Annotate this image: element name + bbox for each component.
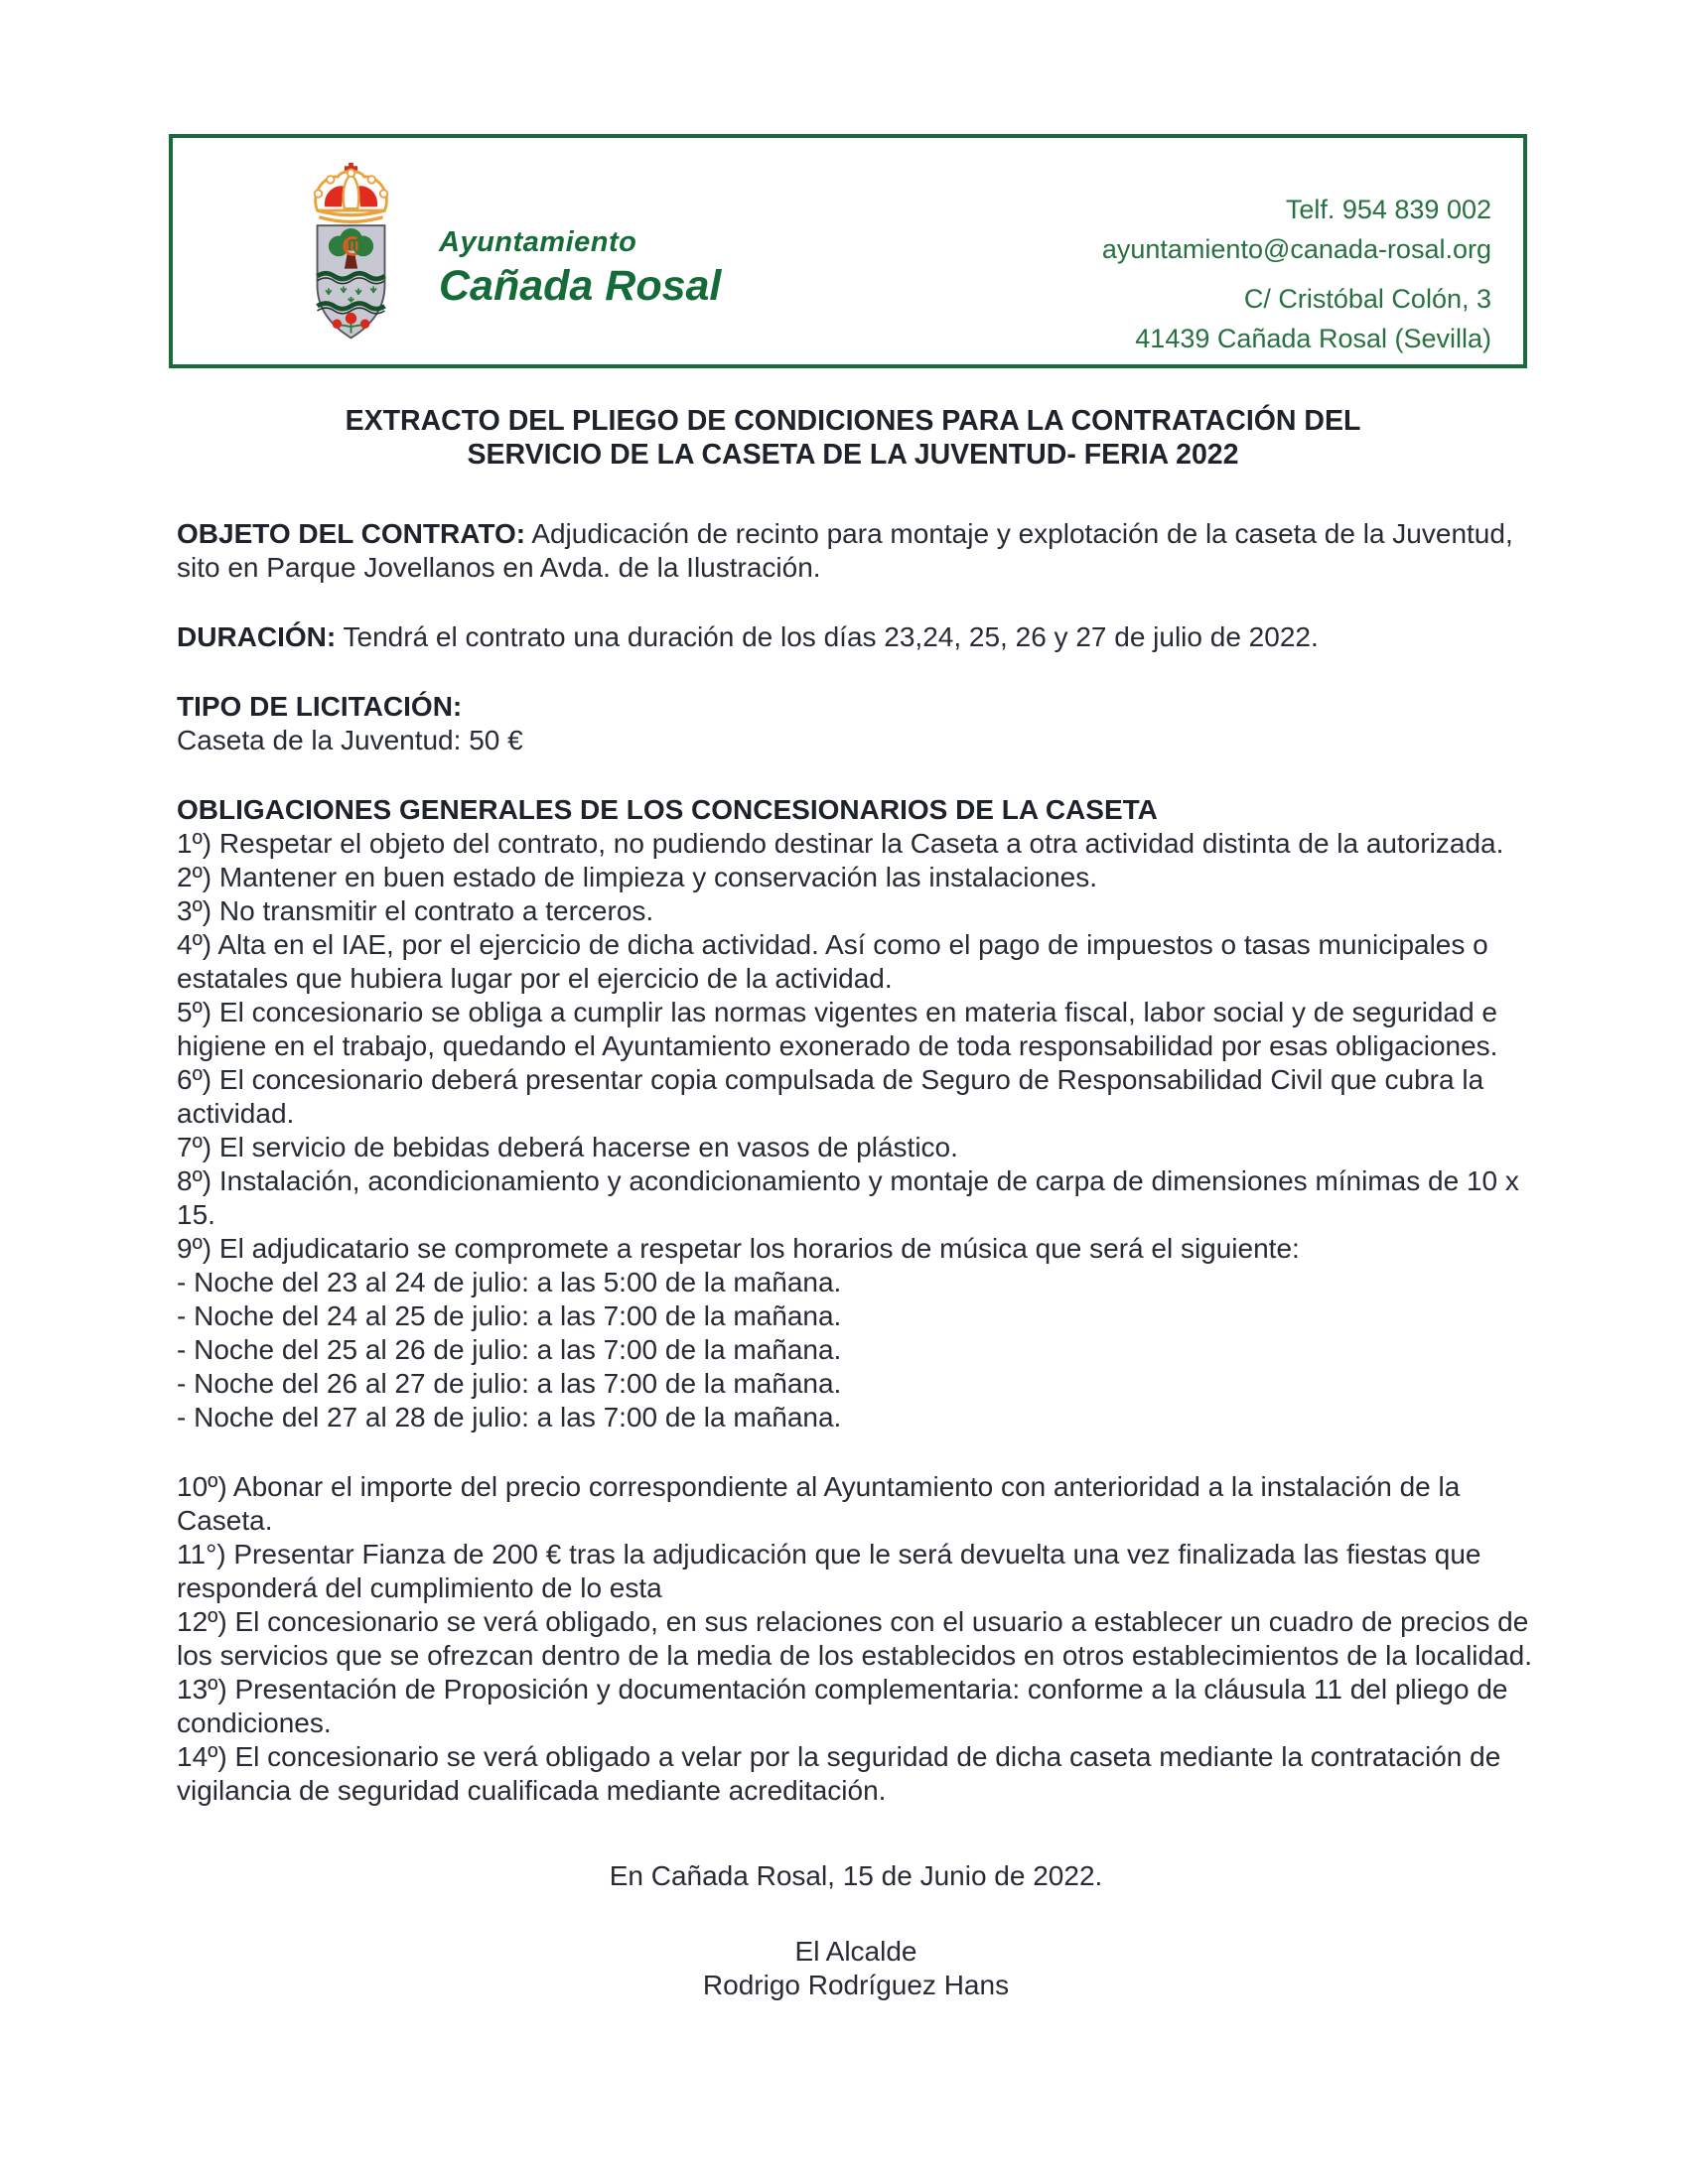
signature-role: El Alcalde (794, 1936, 917, 1967)
horario-3: - Noche del 25 al 26 de julio: a las 7:00 de la mañana. (177, 1334, 842, 1365)
obligacion-4: 4º) Alta en el IAE, por el ejercicio de dicha actividad. Así como el pago de impuestos o tasas municipales o estatales que hubiera lugar por el ejercicio de la actividad. (177, 929, 1488, 994)
obligacion-6: 6º) El concesionario deberá presentar copia compulsada de Seguro de Responsabilidad Civil que cubra la actividad. (177, 1064, 1484, 1129)
signature-name: Rodrigo Rodríguez Hans (702, 1970, 1010, 2000)
header-address-city: 41439 Cañada Rosal (Sevilla) (1135, 324, 1491, 353)
duracion-paragraph: DURACIÓN: Tendrá el contrato una duración de los días 23,24, 25, 26 y 27 de julio de 2022. (177, 621, 1319, 652)
document-title-line1: EXTRACTO DEL PLIEGO DE CONDICIONES PARA LA CONTRATACIÓN DEL (345, 405, 1361, 437)
org-name: Cañada Rosal (439, 262, 722, 310)
horario-2: - Noche del 24 al 25 de julio: a las 7:00 de la mañana. (177, 1300, 842, 1331)
objeto-paragraph: OBJETO DEL CONTRATO: Adjudicación de recinto para montaje y explotación de la caseta de la Juventud, sito en Parque Jovellanos en Avda. de la Ilustración. (177, 518, 1513, 583)
obligacion-14: 14º) El concesionario se verá obligado a velar por la seguridad de dicha caseta mediante la contratación de vigilancia de seguridad cualificada mediante acreditación. (177, 1741, 1501, 1806)
obligacion-9: 9º) El adjudicatario se compromete a respetar los horarios de música que será el siguiente: (177, 1233, 1300, 1264)
obligaciones-heading-label: OBLIGACIONES GENERALES DE LOS CONCESIONARIOS DE LA CASETA (177, 794, 1158, 825)
letterhead (169, 134, 1527, 368)
coat-of-arms-logo (294, 162, 408, 344)
horario-4: - Noche del 26 al 27 de julio: a las 7:00 de la mañana. (177, 1368, 842, 1399)
duracion-paragraph-label: DURACIÓN: (177, 621, 337, 652)
header-email: ayuntamiento@canada-rosal.org (1101, 234, 1491, 264)
coat-of-arms-icon (294, 162, 408, 344)
obligacion-1: 1º) Respetar el objeto del contrato, no pudiendo destinar la Caseta a otra actividad distinta de la autorizada. (177, 828, 1504, 859)
organization-name-block (439, 223, 721, 311)
header-phone: Telf. 954 839 002 (1285, 195, 1491, 224)
document-title (177, 404, 1529, 472)
obligacion-12: 12º) El concesionario se verá obligado, en sus relaciones con el usuario a establecer un cuadro de precios de los servicios que se ofrezcan dentro de la media de los establecidos en otros establecimientos de la localidad. (177, 1606, 1532, 1671)
contact-spacer (1102, 269, 1491, 279)
horario-1: - Noche del 23 al 24 de julio: a las 5:00 de la mañana. (177, 1267, 842, 1297)
obligaciones-heading (177, 793, 1535, 827)
obligacion-5: 5º) El concesionario se obliga a cumplir las normas vigentes en materia fiscal, labor social y de seguridad e higiene en el trabajo, quedando el Ayuntamiento exonerado de toda responsabilidad por esas obligaciones. (177, 997, 1498, 1061)
obligacion-8: 8º) Instalación, acondicionamiento y acondicionamiento y montaje de carpa de dimensiones mínimas de 10 x 15. (177, 1165, 1519, 1230)
header-address-street: C/ Cristóbal Colón, 3 (1243, 284, 1491, 314)
tipo-licitacion-heading (177, 690, 1535, 724)
obligacion-2: 2º) Mantener en buen estado de limpieza y conservación las instalaciones. (177, 862, 1097, 892)
date-line: En Cañada Rosal, 15 de Junio de 2022. (609, 1860, 1103, 1891)
header-contact-block (1102, 190, 1491, 358)
obligacion-11: 11°) Presentar Fianza de 200 € tras la adjudicación que le será devuelta una vez finalizada las fiestas que responderá del cumplimiento de lo esta (177, 1539, 1481, 1603)
obligacion-3: 3º) No transmitir el contrato a terceros. (177, 895, 654, 926)
obligacion-10: 10º) Abonar el importe del precio correspondiente al Ayuntamiento con anterioridad a la instalación de la Caseta. (177, 1471, 1461, 1536)
tipo-licitacion-value: Caseta de la Juventud: 50 € (177, 725, 523, 755)
document-body (177, 517, 1535, 2002)
tipo-licitacion-heading-label: TIPO DE LICITACIÓN: (177, 691, 463, 722)
document-title-line2: SERVICIO DE LA CASETA DE LA JUVENTUD- FERIA 2022 (467, 439, 1239, 471)
obligacion-13: 13º) Presentación de Proposición y documentación complementaria: conforme a la cláusula 11 del pliego de condiciones. (177, 1674, 1508, 1738)
org-name-prefix: Ayuntamiento (439, 226, 637, 258)
obligacion-7: 7º) El servicio de bebidas deberá hacerse en vasos de plástico. (177, 1132, 958, 1162)
objeto-paragraph-label: OBJETO DEL CONTRATO: (177, 518, 526, 549)
horario-5: - Noche del 27 al 28 de julio: a las 7:00 de la mañana. (177, 1402, 842, 1433)
